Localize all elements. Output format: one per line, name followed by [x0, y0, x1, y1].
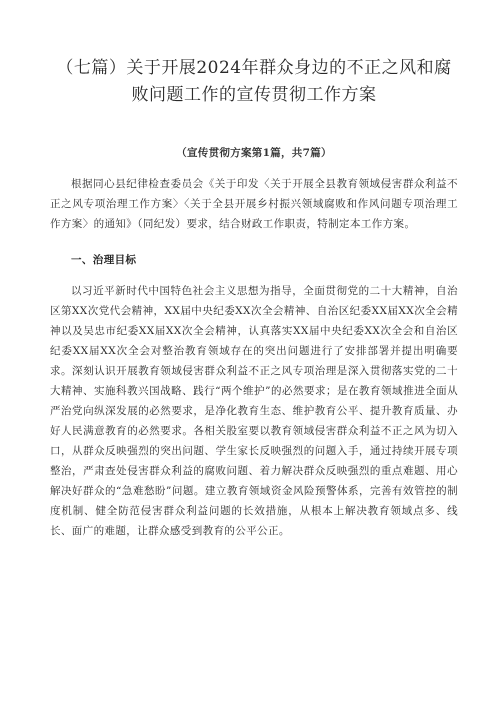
- document-subtitle: （宣传贯彻方案第1篇，共7篇）: [176, 147, 332, 159]
- section-goals-paragraph: 以习近平新时代中国特色社会主义思想为指导，全面贯彻党的二十大精神，自治区第XX次党代会精神，XX届中央纪委XX次全会精神、自治区纪委XX届XX次全会精神以及吴忠市纪委XX届XX次全会精神，认真落实XX届中央纪委XX次全会和自治区纪委XX届XX次全会对整治教育领域存在的突出问题进行了安排部署并提出明确要求。深刻认识开展教育领域侵害群众利益不正之风专项治理是深入贯彻落实党的二十大精神、实施科教兴国战略、践行“两个维护”的必然要求；是在教育领域推进全面从严治党向纵深发展的必然要求，是净化教育生态、维护教育公平、提升教育质量、办好人民满意教育的必然要求。各相关股室要以教育领域侵害群众利益不正之风为切入口，从群众反映强烈的突出问题、学生家长反映强烈的问题入手，通过持续开展专项整治，严肃查处侵害群众利益的腐败问题、着力解决群众反映强烈的重点难题、用心解决好群众的“急难愁盼”问题。建立教育领域资金风险预警体系，完善有效管控的制度机制、健全防范侵害群众利益问题的长效措施，从根本上解决教育领域点多、线长、面广的难题，让群众感受到教育的公平公正。: [50, 285, 458, 537]
- document-title-line-2: 败问题工作的宣传贯彻工作方案: [131, 85, 377, 105]
- document-title-line-1: （七篇）关于开展2024年群众身边的不正之风和腐: [56, 58, 452, 78]
- intro-paragraph: 根据同心县纪律检查委员会《关于印发〈关于开展全县教育领域侵害群众利益不正之风专项治理工作方案〉〈关于全县开展乡村振兴领域腐败和作风问题专项治理工作方案〉的通知》（同纪发）要求，结合财政工作职责，特制定本工作方案。: [50, 178, 458, 230]
- document-title: [50, 0, 458, 109]
- section-heading-goals: 一、治理目标: [71, 254, 137, 266]
